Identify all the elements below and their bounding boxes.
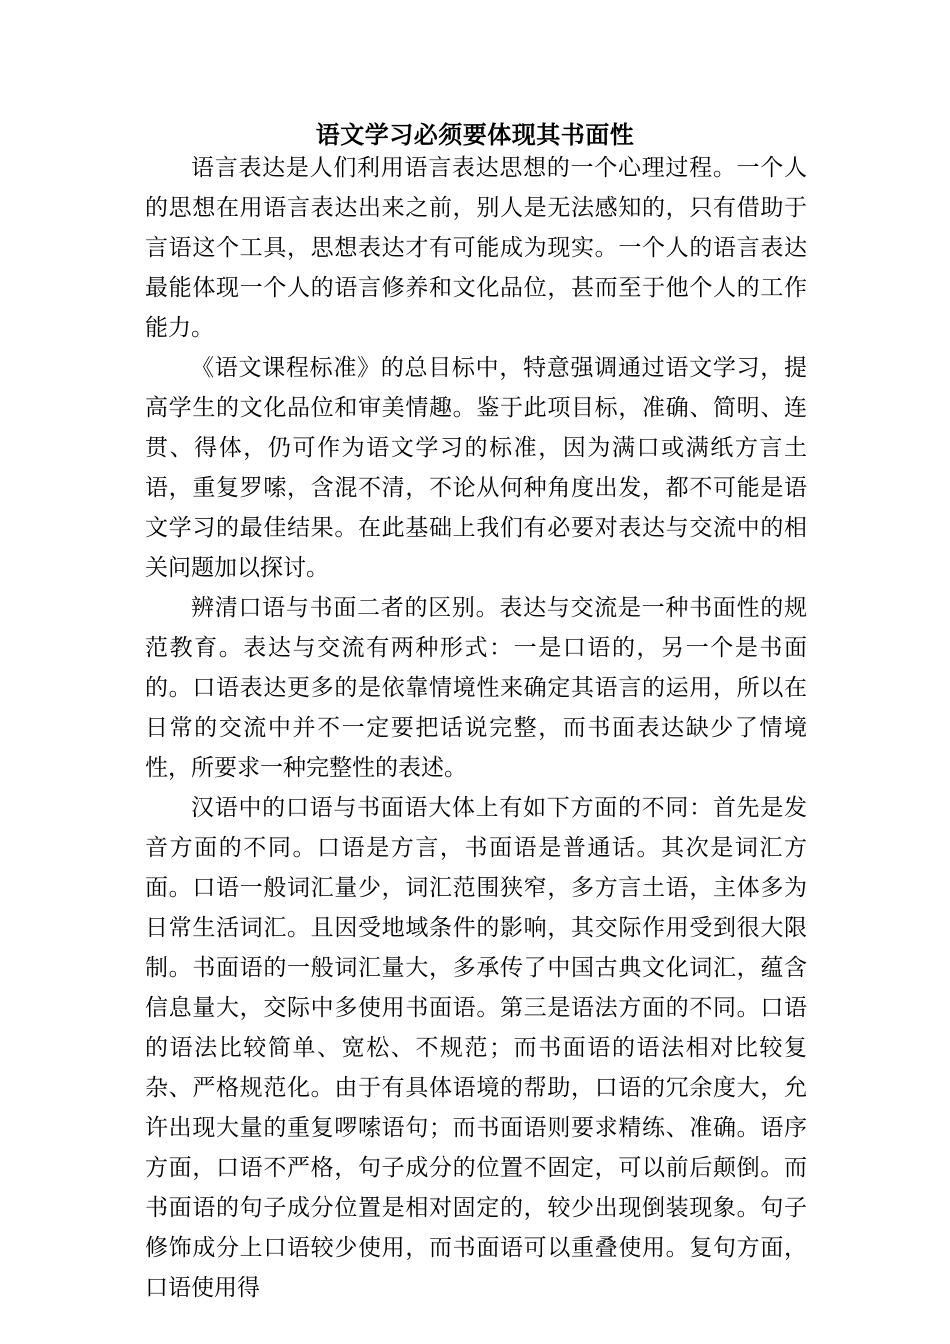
paragraph-4: 汉语中的口语与书面语大体上有如下方面的不同：首先是发音方面的不同。口语是方言，书面语是普通话。其次是词汇方面。口语一般词汇量少，词汇范围狭窄，多方言土语，主体多为日常生活词汇。且因受地域条件的影响，其交际作用受到很大限制。书面语的一般词汇量大，多承传了中国古典文化词汇，蕴含信息量大，交际中多使用书面语。第三是语法方面的不同。口语的语法比较简单、宽松、不规范；而书面语的语法相对比较复杂、严格规范化。由于有具体语境的帮助，口语的冗余度大，允许出现大量的重复啰嗦语句；而书面语则要求精练、准确。语序方面，口语不严格，句子成分的位置不固定，可以前后颠倒。而书面语的句子成分位置是相对固定的，较少出现倒装现象。句子修饰成分上口语较少使用，而书面语可以重叠使用。复句方面，口语使用得 — [145, 795, 807, 1301]
paragraph-3: 辨清口语与书面二者的区别。表达与交流是一种书面性的规范教育。表达与交流有两种形式：一是口语的，另一个是书面的。口语表达更多的是依靠情境性来确定其语言的运用，所以在日常的交流中并不一定要把话说完整，而书面表达缺少了情境性，所要求一种完整性的表述。 — [145, 595, 807, 781]
document-body — [145, 148, 807, 1308]
paragraph-1: 语言表达是人们利用语言表达思想的一个心理过程。一个人的思想在用语言表达出来之前，别人是无法感知的，只有借助于言语这个工具，思想表达才有可能成为现实。一个人的语言表达最能体现一个人的语言修养和文化品位，甚而至于他个人的工作能力。 — [145, 155, 807, 341]
paragraph-2: 《语文课程标准》的总目标中，特意强调通过语文学习，提高学生的文化品位和审美情趣。鉴于此项目标，准确、简明、连贯、得体，仍可作为语文学习的标准，因为满口或满纸方言土语，重复罗嗦，含混不清，不论从何种角度出发，都不可能是语文学习的最佳结果。在此基础上我们有必要对表达与交流中的相关问题加以探讨。 — [145, 355, 807, 581]
page-title: 语文学习必须要体现其书面性 — [315, 120, 635, 149]
